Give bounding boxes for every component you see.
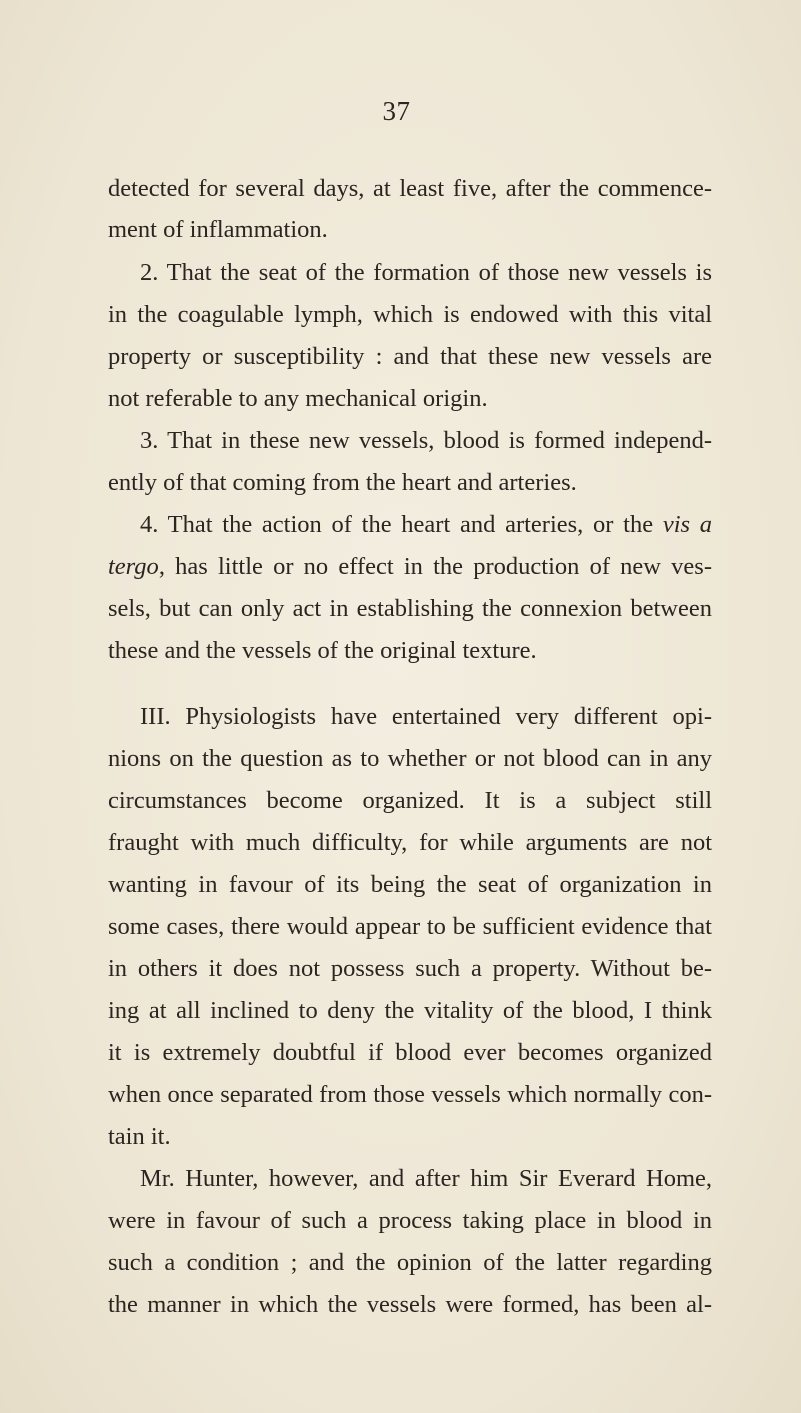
text-line: such a condition ; and the opinion of the latter regarding: [108, 1249, 712, 1276]
text-line: fraught with much difficulty, for while arguments are not: [108, 829, 712, 856]
text-line: in others it does not possess such a property. Without be-: [108, 955, 712, 982]
text-line: these and the vessels of the original texture.: [108, 637, 537, 664]
text-line: 3. That in these new vessels, blood is formed independ-: [140, 427, 712, 454]
text-line: not referable to any mechanical origin.: [108, 385, 488, 412]
text-line: [108, 547, 712, 587]
text-line: circumstances become organized. It is a subject still: [108, 787, 712, 814]
text-line: the manner in which the vessels were formed, has been al-: [108, 1291, 712, 1318]
text-line: ment of inflammation.: [108, 216, 328, 243]
text-line: Mr. Hunter, however, and after him Sir Everard Home,: [140, 1165, 712, 1192]
text-line: when once separated from those vessels which normally con-: [108, 1081, 712, 1108]
text-line: wanting in favour of its being the seat of organization in: [108, 871, 712, 898]
text-line: in the coagulable lymph, which is endowed with this vital: [108, 301, 712, 328]
italic-text: vis a: [662, 511, 713, 538]
text-line: III. Physiologists have entertained very different opi-: [140, 703, 712, 730]
text-run: 4. That the action of the heart and arteries, or the: [140, 511, 654, 538]
text-line: [140, 505, 712, 545]
text-line: ently of that coming from the heart and arteries.: [108, 469, 577, 496]
text-line: tain it.: [108, 1123, 171, 1150]
text-line: it is extremely doubtful if blood ever becomes organized: [108, 1039, 712, 1066]
text-line: detected for several days, at least five, after the commence-: [108, 175, 712, 202]
text-line: 2. That the seat of the formation of those new vessels is: [140, 259, 712, 286]
text-line: sels, but can only act in establishing the connexion between: [108, 595, 712, 622]
text-line: property or susceptibility : and that these new vessels are: [108, 343, 712, 370]
italic-text: tergo: [108, 553, 159, 580]
text-line: some cases, there would appear to be sufficient evidence that: [108, 913, 712, 940]
text-line: nions on the question as to whether or not blood can in any: [108, 745, 712, 772]
page-number: 37: [382, 96, 411, 126]
text-run: , has little or no effect in the production of new ves-: [158, 553, 712, 580]
text-line: were in favour of such a process taking place in blood in: [108, 1207, 712, 1234]
text-line: ing at all inclined to deny the vitality of the blood, I think: [108, 997, 712, 1024]
